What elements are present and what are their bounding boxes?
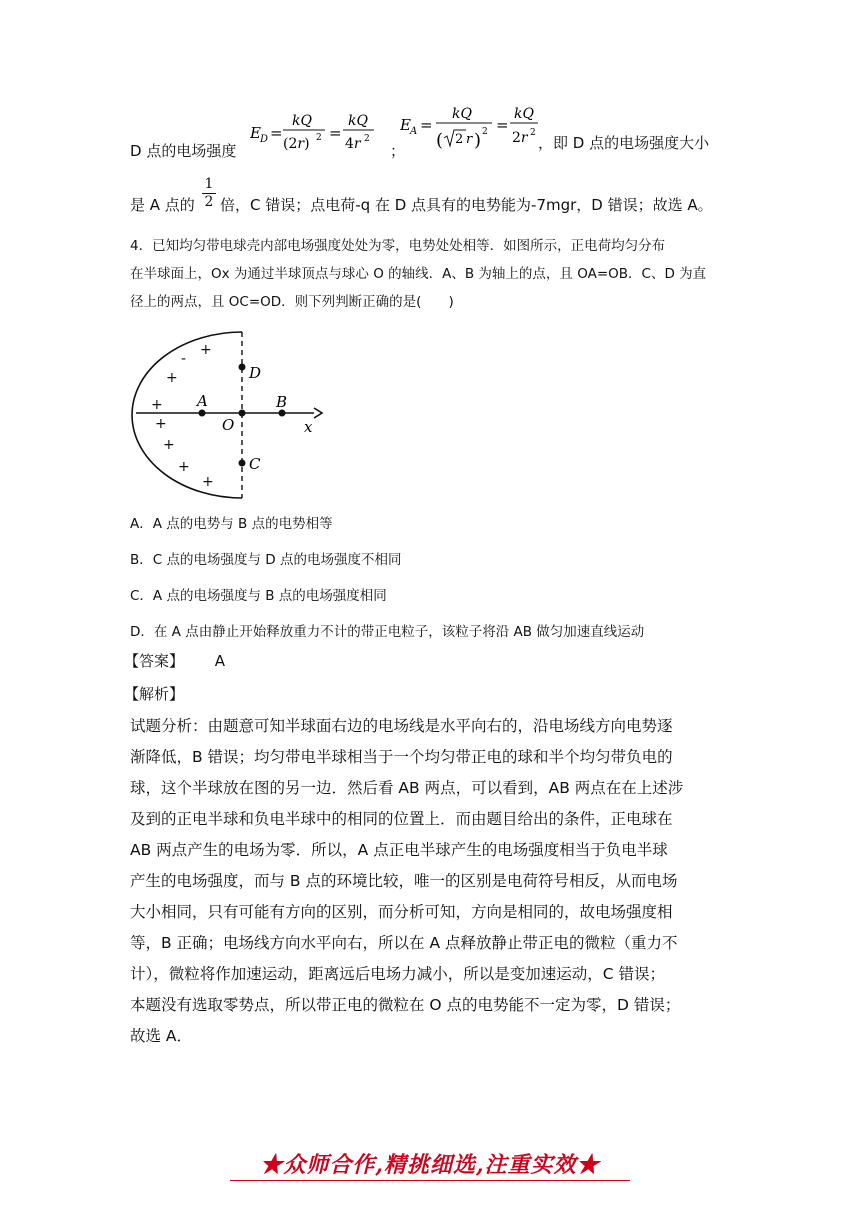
svg-text:2: 2: [482, 127, 488, 137]
svg-text:=: =: [496, 116, 509, 134]
option-a: A．A 点的电势与 B 点的电势相等: [130, 516, 333, 532]
charge-plus: +: [163, 437, 175, 453]
svg-text:2r: 2r: [512, 130, 528, 146]
point-a-dot: [199, 410, 206, 417]
svg-text:(: (: [436, 130, 444, 151]
option-b: B．C 点的电场强度与 D 点的电场强度不相同: [130, 552, 402, 568]
svg-text:E: E: [250, 124, 261, 142]
half-fraction: [202, 176, 216, 211]
svg-text:=: =: [270, 124, 283, 142]
point-c-dot: [239, 460, 246, 467]
analysis-line: 及到的正电半球和负电半球中的相同的位置上．而由题目给出的条件，正电球在: [130, 810, 673, 828]
charge-plus: +: [155, 416, 167, 432]
svg-text:A: A: [410, 126, 418, 137]
analysis-line: 计），微粒将作加速运动，距离远后电场力减小，所以是变加速运动，C 错误；: [130, 965, 666, 983]
line2-a: 是 A 点的: [130, 196, 195, 214]
svg-text:): ): [474, 130, 482, 151]
svg-text:kQ: kQ: [452, 106, 472, 122]
svg-text:4r: 4r: [345, 136, 361, 152]
footer-slogan: ★众师合作,精挑细选,注重实效★: [260, 1152, 600, 1178]
charge-plus: +: [200, 342, 212, 358]
question-stem: [130, 236, 750, 320]
answer-value: A: [214, 652, 226, 670]
svg-text:kQ: kQ: [514, 106, 534, 122]
charge-plus: +: [178, 459, 190, 475]
label-x: x: [304, 418, 313, 436]
separator: ；: [390, 142, 406, 160]
formula-ed: [250, 108, 385, 158]
svg-text:=: =: [420, 116, 433, 134]
svg-text:kQ: kQ: [292, 113, 312, 129]
analysis-line: 球，这个半球放在图的另一边．然后看 AB 两点，可以看到，AB 两点在在上述涉: [130, 779, 684, 797]
label-o: O: [222, 416, 235, 434]
label-d: D: [249, 364, 262, 382]
formula-ea: [400, 104, 540, 160]
answer-row: [124, 650, 225, 672]
analysis-line: AB 两点产生的电场为零．所以，A 点正电半球产生的电场强度相当于负电半球: [130, 841, 668, 859]
analysis-line: 本题没有选取零势点，所以带正电的微粒在 O 点的电势能不一定为零，D 错误；: [130, 996, 681, 1014]
svg-text:(2r): (2r): [283, 136, 310, 152]
analysis-line: 故选 A．: [130, 1027, 193, 1045]
svg-text:=: =: [329, 124, 342, 142]
svg-text:2: 2: [316, 133, 322, 143]
footer-underline: [230, 1180, 630, 1181]
formula-line: [130, 108, 750, 158]
charge-plus: +: [202, 474, 214, 490]
option-c: C．A 点的电场强度与 B 点的电场强度相同: [130, 588, 387, 604]
half-num: 1: [202, 176, 216, 194]
analysis-line: 渐降低，B 错误；均匀带电半球相当于一个均匀带正电的球和半个均匀带负电的: [130, 748, 673, 766]
options-list: [130, 514, 770, 658]
question-line-1: 4．已知均匀带电球壳内部电场强度处处为零，电势处处相等．如图所示，正电荷均匀分布: [130, 238, 666, 254]
point-o-dot: [239, 410, 246, 417]
half-line: [130, 176, 750, 220]
analysis-line: 大小相同，只有可能有方向的区别，而分析可知，方向是相同的，故电场强度相: [130, 903, 673, 921]
lead-text: D 点的电场强度: [130, 142, 237, 160]
answer-label: 【答案】: [124, 652, 185, 670]
charge-minus: -: [181, 351, 187, 367]
svg-text:E: E: [400, 116, 411, 134]
axis-arrow: [314, 408, 322, 418]
svg-text:D: D: [260, 134, 269, 145]
label-a: A: [197, 392, 208, 410]
svg-text:2: 2: [455, 132, 464, 147]
svg-text:r: r: [466, 132, 473, 147]
charge-plus: +: [166, 370, 178, 386]
tail-text: ，即 D 点的电场强度大小: [538, 134, 710, 152]
point-d-dot: [239, 364, 246, 371]
analysis-line: 试题分析：由题意可知半球面右边的电场线是水平向右的，沿电场线方向电势逐: [130, 717, 673, 735]
label-b: B: [276, 393, 288, 411]
half-den: 2: [204, 194, 214, 210]
line2-b: 倍，C 错误；点电荷-q 在 D 点具有的电势能为-7mgr，D 错误；故选 A。: [220, 196, 713, 214]
analysis-label: 【解析】: [124, 685, 185, 703]
svg-text:2: 2: [364, 134, 370, 144]
analysis-line: 等，B 正确；电场线方向水平向右，所以在 A 点释放静止带正电的微粒（重力不: [130, 934, 678, 952]
label-c: C: [249, 455, 261, 473]
svg-text:2: 2: [530, 128, 536, 138]
charge-plus: +: [151, 397, 163, 413]
svg-text:kQ: kQ: [348, 113, 368, 129]
question-line-3: 径上的两点，且 OC=OD．则下列判断正确的是( ): [130, 294, 454, 310]
question-line-2: 在半球面上，Ox 为通过半球顶点与球心 O 的轴线．A、B 为轴上的点，且 OA=OB．C、D 为直: [130, 266, 707, 282]
option-d: D．在 A 点由静止开始释放重力不计的带正电粒子，该粒子将沿 AB 做匀加速直线运动: [130, 624, 645, 640]
hemisphere-figure: [130, 330, 330, 502]
analysis-line: 产生的电场强度，而与 B 点的环境比较，唯一的区别是电荷符号相反，从而电场: [130, 872, 678, 890]
